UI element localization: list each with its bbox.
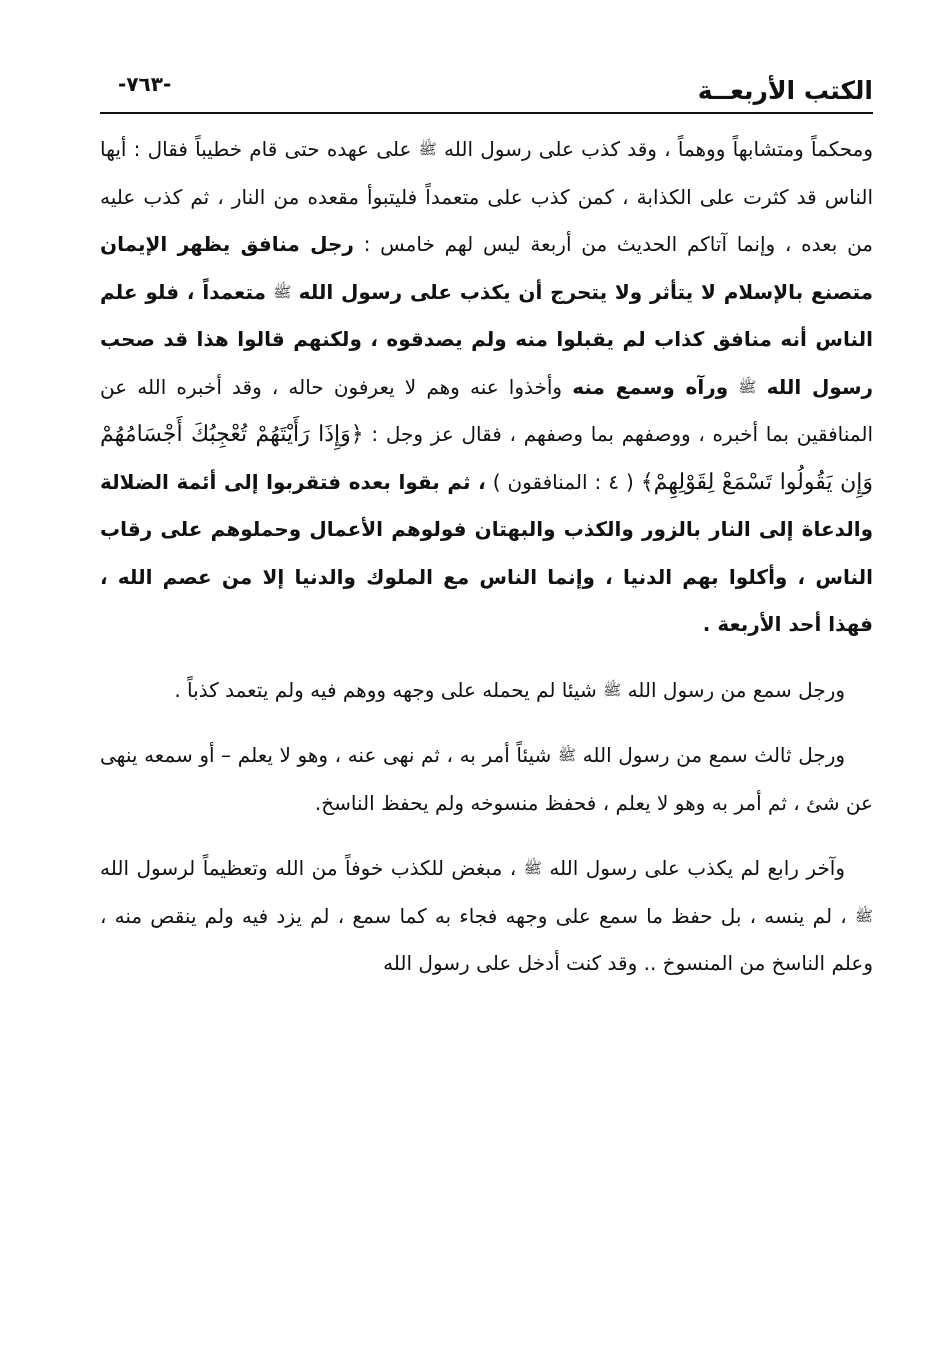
paragraph-4-text-2: ، مبغض للكذب خوفاً من الله وتعظيماً لرسول الله <box>100 856 517 880</box>
page-number: -٧٦٣- <box>118 72 172 96</box>
running-title: الكتب الأربعــة <box>697 76 873 105</box>
salawat-symbol: ﷺ <box>273 282 292 301</box>
paragraph-2-text-2: شيئا لم يحمله على وجهه ووهم فيه ولم يتعمد كذباً . <box>174 677 597 702</box>
paragraph-1-bold-1: رجل منافق يظهر الإيمان متصنع بالإسلام لا يتأثر ولا يتحرج أن يكذب على رسول الله <box>100 232 874 304</box>
paragraph-1-text-2: على عهده حتى قام خطيباً فقال : أيها الناس قد كثرت على الكذابة ، كمن كذب على متعمداً فليتبوأ مقعده من النار ، ثم كذب عليه من بعده ، وإنما آتاكم الحديث من أربعة ليس لهم خامس : <box>100 137 874 256</box>
paragraph-1 <box>100 126 873 649</box>
paragraph-3-text-2: شيئاً أمر به ، ثم نهى عنه ، وهو لا يعلم – أو سمعه ينهى عن شئ ، ثم أمر به وهو لا يعلم ، فحفظ منسوخه ولم يحفظ الناسخ. <box>100 743 873 815</box>
quran-verse: ﴿وَإِذَا رَأَيْتَهُمْ تُعْجِبُكَ أَجْسَامُهُمْ وَإِن يَقُولُوا تَسْمَعْ لِقَوْلِهِمْ﴾ <box>100 422 874 495</box>
paragraph-1-text-1: ومحكماً ومتشابهاً ووهماً ، وقد كذب على رسول الله <box>444 137 874 161</box>
salawat-symbol: ﷺ <box>523 859 542 877</box>
page-header <box>100 66 873 114</box>
salawat-symbol: ﷺ <box>418 140 437 158</box>
paragraph-1-text-3: وأخذوا عنه وهم لا يعرفون حاله ، وقد أخبره الله عن المنافقين بما أخبره ، ووصفهم بما وصفهم ، فقال عز وجل : <box>100 374 873 446</box>
paragraph-1-bold-2: متعمداً ، فلو علم الناس أنه منافق كذاب لم يقبلوا منه ولم يصدقوه ، ولكنهم قالوا هذا قد صحب رسول الله <box>100 279 874 399</box>
paragraph-2 <box>100 667 873 715</box>
salawat-symbol: ﷺ <box>557 746 577 764</box>
paragraph-3-text-1: ورجل ثالث سمع من رسول الله <box>582 743 846 767</box>
body-text <box>100 126 873 1006</box>
paragraph-4-text-1: وآخر رابع لم يكذب على رسول الله <box>549 856 846 880</box>
paragraph-3 <box>100 732 873 827</box>
verse-citation: ( ٤ : المنافقون ) <box>492 469 634 494</box>
salawat-symbol: ﷺ <box>603 680 622 699</box>
salawat-symbol: ﷺ <box>738 377 757 396</box>
paragraph-1-bold-3: ورآه وسمع منه <box>572 374 729 399</box>
paragraph-1-bold-4: ، ثم بقوا بعده فتقربوا إلى أئمة الضلالة والدعاة إلى النار بالزور والكذب والبهتان فولوهم الأعمال وحملوهم على رقاب الناس ، وأكلوا بهم الدنيا ، وإنما الناس مع الملوك والدنيا إلا من عصم الله ، فهذا أحد الأربعة . <box>100 469 873 636</box>
salawat-symbol: ﷺ <box>854 906 874 925</box>
paragraph-4-text-3: ، لم ينسه ، بل حفظ ما سمع على وجهه فجاء به كما سمع ، لم يزد فيه ولم ينقص منه ، وعلم الناسخ من المنسوخ .. وقد كنت أدخل على رسول الله <box>100 903 873 975</box>
paragraph-2-text-1: ورجل سمع من رسول الله <box>627 677 845 702</box>
paragraph-4 <box>100 845 873 988</box>
